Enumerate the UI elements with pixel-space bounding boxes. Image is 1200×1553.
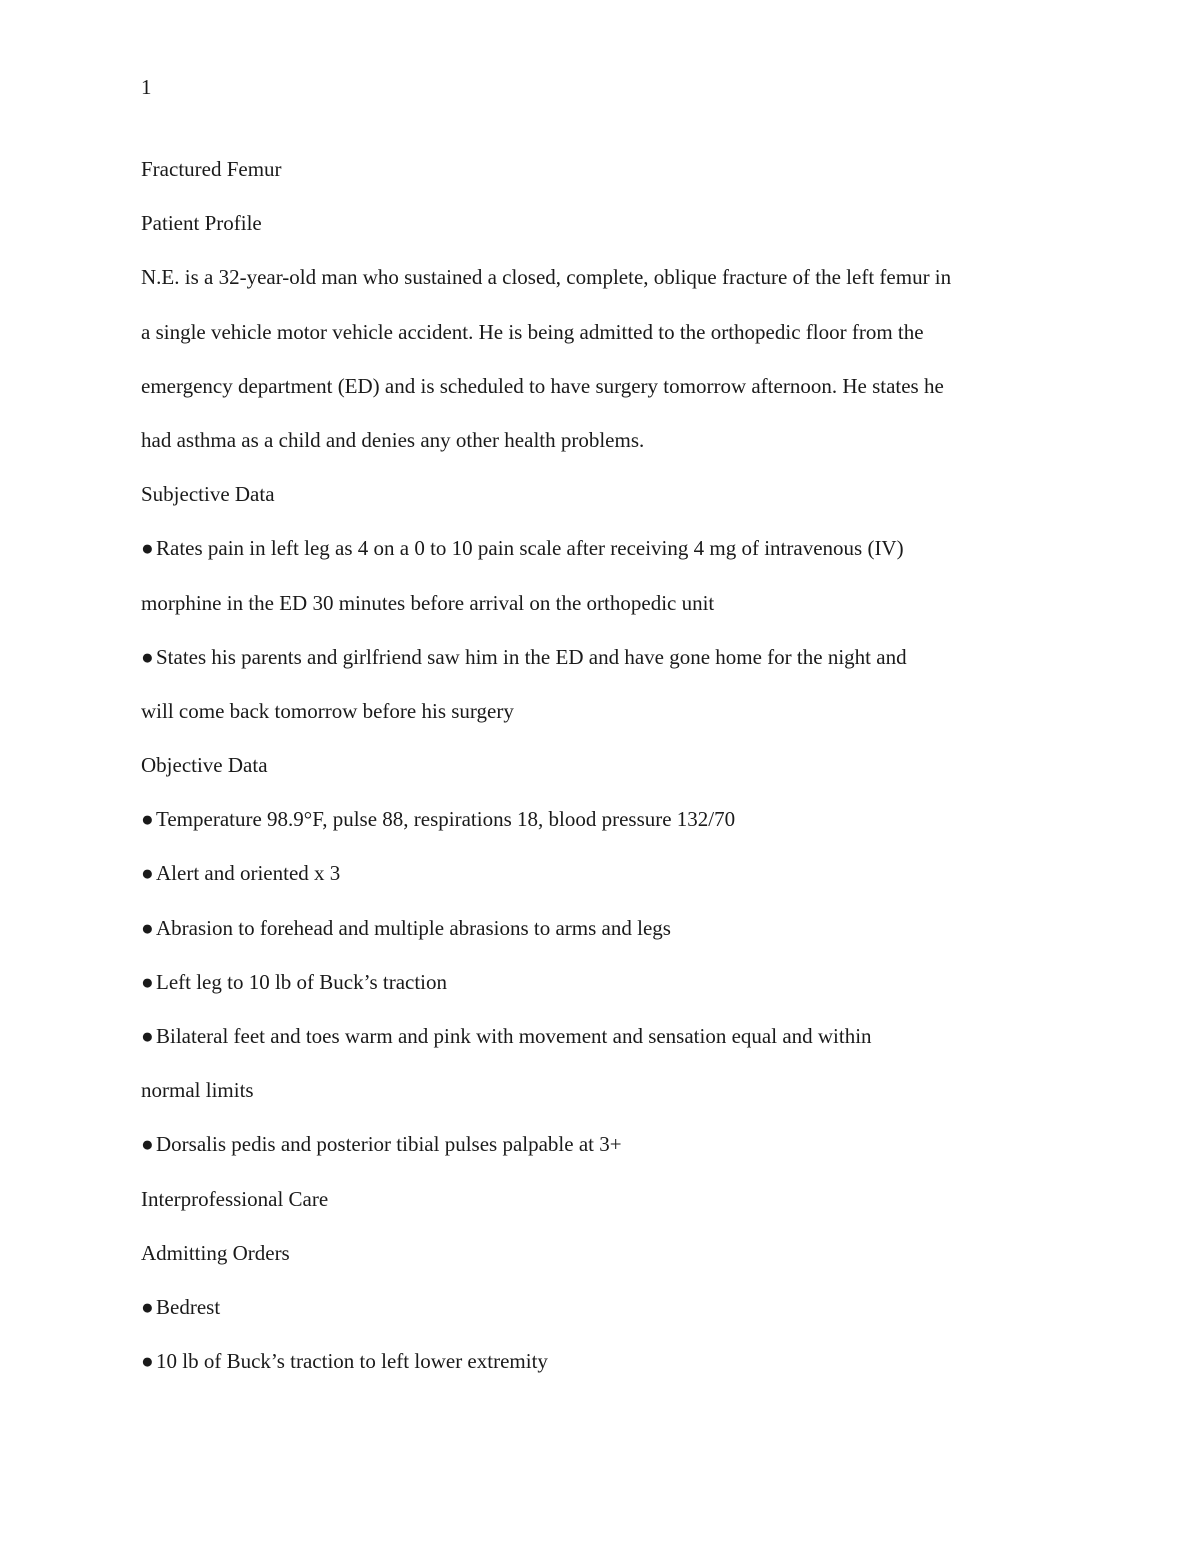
- bullet-icon: ●: [141, 1294, 154, 1319]
- bullet-text: Bedrest: [156, 1294, 221, 1319]
- bullet-text: States his parents and girlfriend saw him in the ED and have gone home for the night and: [156, 644, 907, 669]
- objective-bullet-item: [141, 1009, 1061, 1063]
- patient-profile-heading: Patient Profile: [141, 211, 262, 236]
- interprofessional-care-heading: Interprofessional Care: [141, 1186, 329, 1211]
- patient-profile-line: N.E. is a 32-year-old man who sustained a closed, complete, oblique fracture of the left femur in: [141, 265, 952, 290]
- objective-bullet-continuation: normal limits: [141, 1078, 254, 1103]
- bullet-icon: ●: [141, 969, 154, 994]
- page-number: 1: [141, 75, 152, 99]
- subjective-bullet-continuation: morphine in the ED 30 minutes before arrival on the orthopedic unit: [141, 590, 715, 615]
- objective-data-heading: Objective Data: [141, 753, 268, 778]
- document-body: [141, 142, 1061, 1388]
- orders-bullet-item: [141, 1334, 1061, 1388]
- subjective-bullet-item: [141, 630, 1061, 684]
- bullet-icon: ●: [141, 915, 154, 940]
- admitting-orders-heading: Admitting Orders: [141, 1240, 290, 1265]
- objective-bullet-item: [141, 1117, 1061, 1171]
- bullet-text: Left leg to 10 lb of Buck’s traction: [156, 969, 448, 994]
- bullet-icon: ●: [141, 1349, 154, 1374]
- bullet-text: 10 lb of Buck’s traction to left lower extremity: [156, 1349, 548, 1374]
- bullet-text: Dorsalis pedis and posterior tibial pulses palpable at 3+: [156, 1132, 622, 1157]
- patient-profile-line: a single vehicle motor vehicle accident. He is being admitted to the orthopedic floor from the: [141, 319, 924, 344]
- bullet-text: Temperature 98.9°F, pulse 88, respirations 18, blood pressure 132/70: [156, 807, 736, 832]
- bullet-text: Bilateral feet and toes warm and pink with movement and sensation equal and within: [156, 1024, 872, 1048]
- bullet-icon: ●: [141, 1132, 154, 1157]
- objective-bullet-item: [141, 792, 1061, 846]
- subjective-data-heading: Subjective Data: [141, 482, 275, 507]
- bullet-icon: ●: [141, 644, 154, 669]
- bullet-icon: ●: [141, 861, 154, 886]
- bullet-icon: ●: [141, 807, 154, 832]
- bullet-text: Rates pain in left leg as 4 on a 0 to 10 pain scale after receiving 4 mg of intravenous (IV): [156, 536, 904, 561]
- document-title: Fractured Femur: [141, 157, 282, 181]
- subjective-bullet-item: [141, 521, 1061, 575]
- bullet-text: Abrasion to forehead and multiple abrasions to arms and legs: [156, 915, 671, 940]
- objective-bullet-item: [141, 955, 1061, 1009]
- orders-bullet-item: [141, 1280, 1061, 1334]
- bullet-text: Alert and oriented x 3: [156, 861, 341, 886]
- bullet-icon: ●: [141, 536, 154, 561]
- patient-profile-line: had asthma as a child and denies any other health problems.: [141, 427, 645, 452]
- patient-profile-line: emergency department (ED) and is scheduled to have surgery tomorrow afternoon. He states he: [141, 373, 944, 398]
- objective-bullet-item: [141, 846, 1061, 900]
- bullet-icon: ●: [141, 1024, 154, 1048]
- subjective-bullet-continuation: will come back tomorrow before his surgery: [141, 698, 514, 723]
- objective-bullet-item: [141, 901, 1061, 955]
